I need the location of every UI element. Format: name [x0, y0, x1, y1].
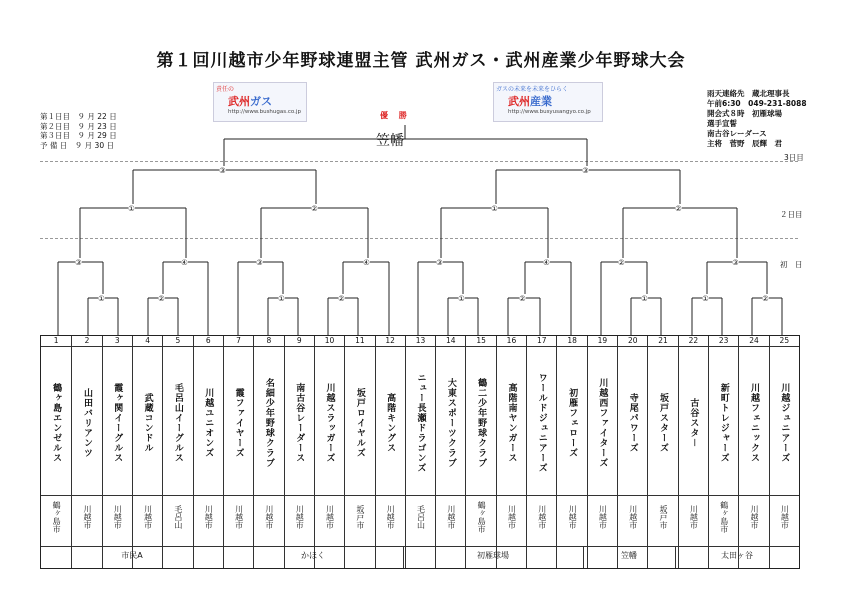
- match-label: ①: [641, 294, 648, 303]
- team-column: [132, 336, 162, 568]
- team-name: 高階キングス: [385, 393, 396, 453]
- team-name: 坂戸ロイヤルズ: [354, 388, 365, 458]
- team-number: 22: [679, 336, 708, 347]
- match-label: ②: [519, 294, 526, 303]
- team-city: 鶴ヶ島市: [719, 501, 729, 533]
- venue-label: かほく: [301, 551, 325, 560]
- team-name: 川越ユニオンズ: [203, 388, 214, 458]
- team-city: 鶴ヶ島市: [52, 501, 62, 533]
- team-number: 15: [466, 336, 495, 347]
- team-name: 初雁フェローズ: [567, 388, 578, 458]
- team-column: [738, 336, 768, 568]
- team-city: 川越市: [689, 505, 699, 529]
- team-city: 川越市: [598, 505, 608, 529]
- match-label: ①: [278, 294, 285, 303]
- team-city: 川越市: [113, 505, 123, 529]
- team-column: [465, 336, 495, 568]
- team-number: 2: [72, 336, 101, 347]
- venue-label: 笠幡: [621, 551, 637, 560]
- team-number: 13: [406, 336, 435, 347]
- team-city: 坂戸市: [659, 505, 669, 529]
- team-name: 霞ファイヤーズ: [233, 388, 244, 458]
- team-column: [223, 336, 253, 568]
- team-column: [647, 336, 677, 568]
- team-name: 名細少年野球クラブ: [263, 378, 274, 468]
- winner-name: 笠幡: [376, 133, 404, 149]
- team-column: [526, 336, 556, 568]
- team-number: 9: [285, 336, 314, 347]
- team-name: 毛呂山イーグルス: [172, 383, 183, 463]
- team-name: 大東スポーツクラブ: [445, 378, 456, 468]
- team-city: 川越市: [446, 505, 456, 529]
- match-label: ①: [491, 204, 498, 213]
- team-name: ニュー長瀬ドラゴンズ: [415, 373, 426, 473]
- team-number: 18: [557, 336, 586, 347]
- team-name: 川越スラッガーズ: [324, 383, 335, 463]
- team-city: 川越市: [386, 505, 396, 529]
- team-name: 坂戸スターズ: [658, 393, 669, 453]
- contact-info: 雨天連絡先 蔵北理事長 午前6:30 049-231-8088 開会式８時 初雁球場 選手宣誓 南古谷レーダース 主将 菅野 辰輝 君: [707, 89, 807, 148]
- match-label: ②: [618, 258, 625, 267]
- team-city: 川越市: [143, 505, 153, 529]
- team-column: [253, 336, 283, 568]
- match-label: ③: [219, 166, 226, 175]
- match-label: ③: [256, 258, 263, 267]
- team-column: [708, 336, 738, 568]
- match-label: ①: [458, 294, 465, 303]
- team-number: 6: [194, 336, 223, 347]
- winner-label: 優 勝: [380, 111, 411, 120]
- team-name: 古谷スタ－: [688, 397, 699, 448]
- team-number: 8: [254, 336, 283, 347]
- team-number: 19: [588, 336, 617, 347]
- team-city: 毛呂山: [173, 505, 183, 529]
- round-label-day3: 3日目: [784, 153, 804, 162]
- team-number: 24: [739, 336, 768, 347]
- team-number: 16: [497, 336, 526, 347]
- team-column: [556, 336, 586, 568]
- team-column: [102, 336, 132, 568]
- match-label: ③: [436, 258, 443, 267]
- team-column: [496, 336, 526, 568]
- team-name: 川越フェニックス: [749, 383, 760, 463]
- venue-label: 市民A: [121, 551, 143, 560]
- team-city: 川越市: [568, 505, 578, 529]
- match-label: ①: [702, 294, 709, 303]
- match-label: ④: [181, 258, 188, 267]
- round-label-day2: ２日目: [780, 210, 803, 219]
- team-city: 鶴ヶ島市: [477, 501, 487, 533]
- team-number: 17: [527, 336, 556, 347]
- team-name: 寺尾パワーズ: [627, 393, 638, 453]
- team-city: 川越市: [780, 505, 790, 529]
- team-column: [193, 336, 223, 568]
- team-name: 高階南ヤンガース: [506, 383, 517, 463]
- team-name: 武蔵コンドル: [142, 393, 153, 453]
- page-title: 第１回川越市少年野球連盟主管 武州ガス・武州産業少年野球大会: [156, 51, 686, 71]
- team-column: [678, 336, 708, 568]
- team-city: 川越市: [537, 505, 547, 529]
- team-number: 3: [103, 336, 132, 347]
- team-city: 毛呂山: [416, 505, 426, 529]
- team-column: [314, 336, 344, 568]
- match-label: ②: [338, 294, 345, 303]
- team-number: 25: [770, 336, 799, 347]
- match-label: ④: [363, 258, 370, 267]
- team-number: 10: [315, 336, 344, 347]
- team-number: 5: [163, 336, 192, 347]
- team-name: 川越西ファイターズ: [597, 378, 608, 468]
- schedule-row: 第２日目 ９ 月 23 日: [40, 121, 117, 131]
- team-column: [162, 336, 192, 568]
- team-number: 11: [345, 336, 374, 347]
- sponsor-logo-bushu-gas: 責任の 武州ガス http://www.bushugas.co.jp: [213, 82, 307, 122]
- team-column: [71, 336, 101, 568]
- team-column: [587, 336, 617, 568]
- team-city: 川越市: [264, 505, 274, 529]
- team-table: [40, 335, 800, 569]
- match-label: ③: [582, 166, 589, 175]
- venue-label: 初雁球場: [477, 551, 509, 560]
- round-label-day1: 初 日: [780, 260, 803, 269]
- match-label: ①: [128, 204, 135, 213]
- team-city: 川越市: [750, 505, 760, 529]
- team-column: [617, 336, 647, 568]
- team-name: 鶴ヶ島エンゼルス: [51, 383, 62, 463]
- team-column: [405, 336, 435, 568]
- team-city: 川越市: [507, 505, 517, 529]
- team-column: [344, 336, 374, 568]
- team-column: [769, 336, 799, 568]
- venue-label: 太田ヶ谷: [721, 551, 753, 560]
- schedule-row: 第３日目 ９ 月 29 日: [40, 131, 117, 140]
- team-number: 21: [648, 336, 677, 347]
- schedule-row: 予 備 日 ９ 月 30 日: [40, 140, 114, 150]
- team-city: 川越市: [295, 505, 305, 529]
- team-name: 新町トレジャーズ: [718, 383, 729, 463]
- team-name: ワールドジュニアーズ: [536, 373, 547, 473]
- team-name: 南古谷レーダース: [294, 383, 305, 463]
- team-number: 4: [133, 336, 162, 347]
- match-label: ①: [98, 294, 105, 303]
- team-number: 7: [224, 336, 253, 347]
- match-label: ②: [675, 204, 682, 213]
- match-label: ②: [762, 294, 769, 303]
- team-city: 川越市: [628, 505, 638, 529]
- team-name: 霞ヶ関イーグルス: [112, 383, 123, 463]
- team-city: 坂戸市: [355, 505, 365, 529]
- match-label: ②: [311, 204, 318, 213]
- team-name: 鶴二少年野球クラブ: [476, 378, 487, 468]
- team-column: [375, 336, 405, 568]
- team-city: 川越市: [234, 505, 244, 529]
- team-column: [435, 336, 465, 568]
- team-city: 川越市: [325, 505, 335, 529]
- team-number: 1: [41, 336, 71, 347]
- match-label: ④: [543, 258, 550, 267]
- team-number: 20: [618, 336, 647, 347]
- team-name: 川越ジュニアーズ: [779, 383, 790, 463]
- team-number: 23: [709, 336, 738, 347]
- team-city: 川越市: [204, 505, 214, 529]
- match-label: ②: [158, 294, 165, 303]
- schedule-row: 第１日目 ９ 月 22 日: [40, 112, 117, 121]
- team-column: [41, 336, 71, 568]
- team-name: 山田バリアンツ: [81, 388, 92, 458]
- team-number: 12: [376, 336, 405, 347]
- team-column: [284, 336, 314, 568]
- sponsor-logo-bushu-sangyo: ガスの未来を未来をひらく 武州産業 http://www.busyusangyo.co.jp: [493, 82, 603, 122]
- team-number: 14: [436, 336, 465, 347]
- match-label: ③: [75, 258, 82, 267]
- team-city: 川越市: [82, 505, 92, 529]
- match-label: ③: [732, 258, 739, 267]
